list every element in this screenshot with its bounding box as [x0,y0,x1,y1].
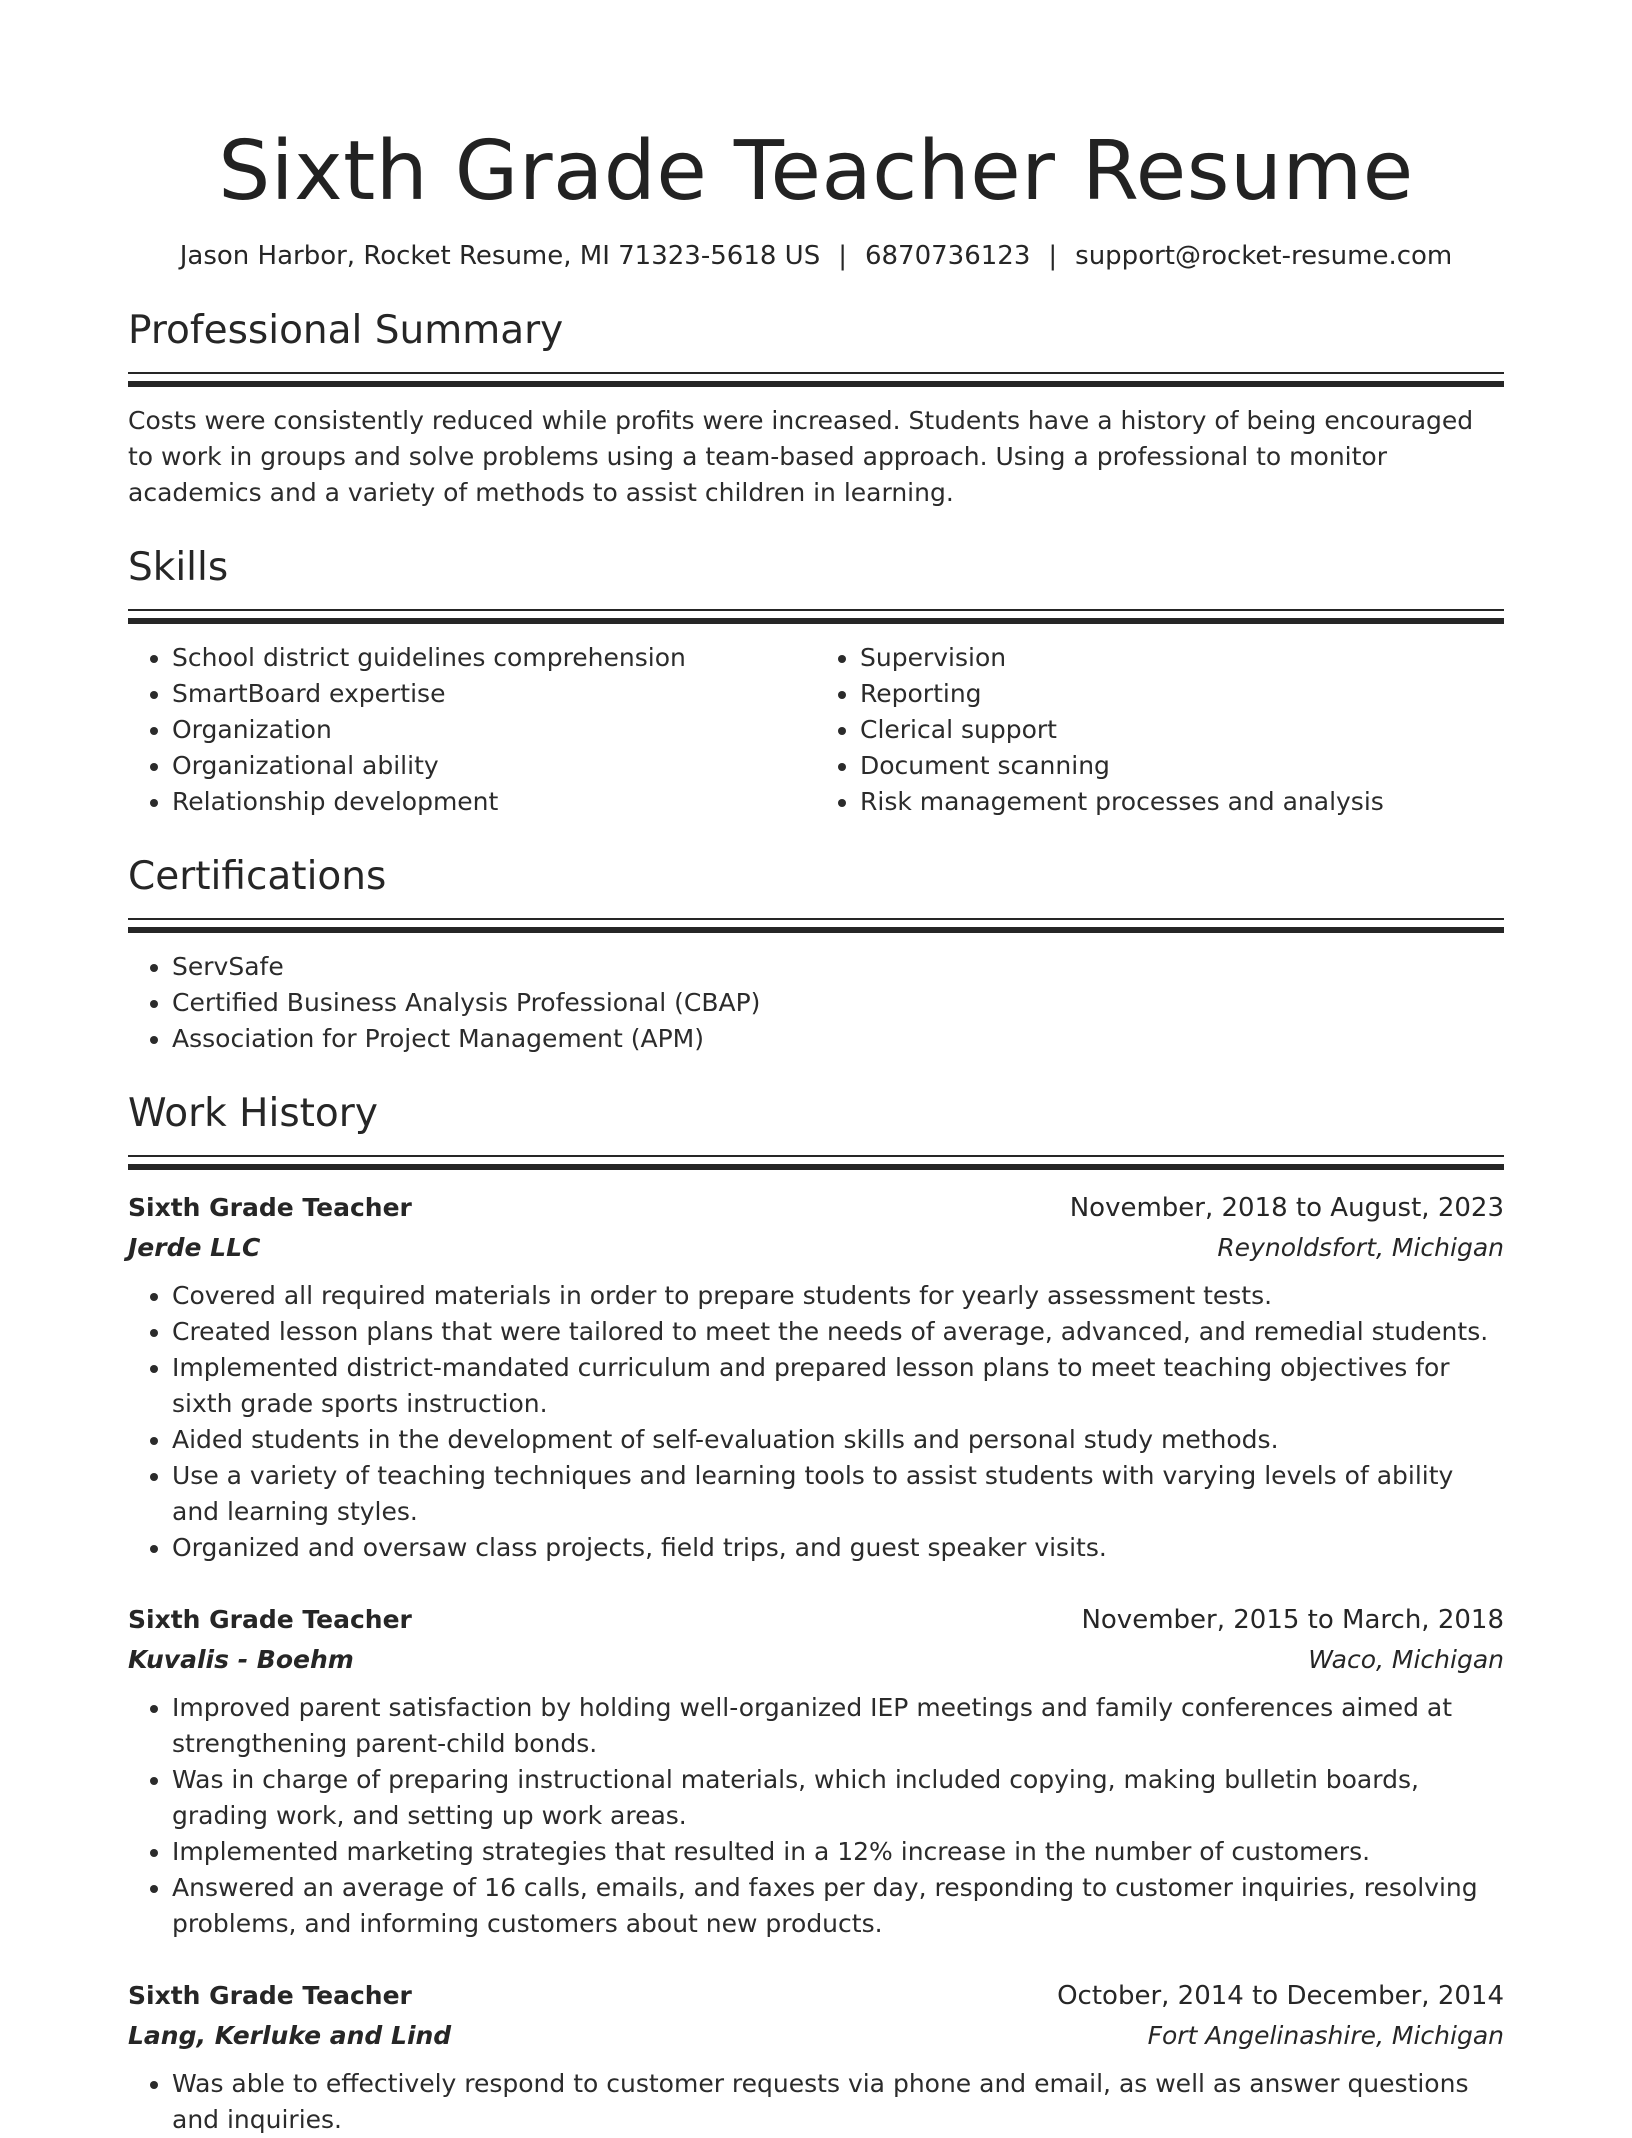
job-header-row [128,1600,1504,1640]
job-company: Lang, Kerluke and Lind [128,2021,452,2050]
work-history-section [128,1089,1504,2138]
summary-section [128,306,1504,511]
job-location: Reynoldsfort, Michigan [1217,1233,1504,1262]
job-bullet: • Use a variety of teaching techniques and learning tools to assist students with varying levels of ability and learning styles. [172,1458,1504,1530]
job-entry [128,1188,1504,1566]
certification-item: • Certified Business Analysis Professional (CBAP) [172,985,1504,1021]
certification-item: • ServSafe [172,949,1504,985]
skill-item: • Supervision [860,640,1504,676]
contact-phone: 6870736123 [864,241,1031,271]
job-title: Sixth Grade Teacher [128,1193,412,1222]
job-header-row [128,1976,1504,2016]
job-entry [128,1600,1504,1942]
skills-list-left [128,640,816,820]
certifications-section [128,852,1504,1057]
job-bullet: • Created lesson plans that were tailored to meet the needs of average, advanced, and remedial students. [172,1314,1504,1350]
page-title: Sixth Grade Teacher Resume [218,124,1414,219]
section-divider [128,918,1504,933]
skill-item: • Clerical support [860,712,1504,748]
job-location: Fort Angelinashire, Michigan [1147,2021,1504,2050]
job-title: Sixth Grade Teacher [128,1981,412,2010]
job-bullets [128,1690,1504,1942]
certification-item: • Association for Project Management (APM) [172,1021,1504,1057]
contact-separator: | [838,241,847,271]
section-divider [128,372,1504,387]
section-heading-work-history: Work History [128,1091,378,1136]
skills-grid [128,624,1504,820]
skill-item: • Organization [172,712,816,748]
job-company: Jerde LLC [128,1233,261,1262]
job-bullet: • Organized and oversaw class projects, field trips, and guest speaker visits. [172,1530,1504,1566]
job-bullets [128,2066,1504,2138]
job-bullet: • Implemented marketing strategies that resulted in a 12% increase in the number of customers. [172,1834,1504,1870]
skills-section [128,543,1504,820]
job-bullet: • Covered all required materials in order to prepare students for yearly assessment tests. [172,1278,1504,1314]
job-dates: October, 2014 to December, 2014 [1057,1981,1504,2011]
job-bullet: • Improved parent satisfaction by holding well-organized IEP meetings and family conferences aimed at strengthening parent-child bonds. [172,1690,1504,1762]
section-divider [128,1155,1504,1170]
job-company-row [128,2016,1504,2056]
section-divider [128,609,1504,624]
job-dates: November, 2018 to August, 2023 [1069,1193,1504,1223]
job-bullet: • Aided students in the development of self-evaluation skills and personal study methods. [172,1422,1504,1458]
contact-address: Jason Harbor, Rocket Resume, MI 71323-5618 US [179,241,821,271]
job-bullet: • Answered an average of 16 calls, emails, and faxes per day, responding to customer inquiries, resolving problems, and informing customers about new products. [172,1870,1504,1942]
skill-item: • SmartBoard expertise [172,676,816,712]
contact-email: support@rocket-resume.com [1075,241,1453,271]
skills-list-right [816,640,1504,820]
skill-item: • Reporting [860,676,1504,712]
job-location: Waco, Michigan [1308,1645,1504,1674]
contact-separator: | [1048,241,1058,271]
skill-item: • Risk management processes and analysis [860,784,1504,820]
job-company: Kuvalis - Boehm [128,1645,354,1674]
job-title: Sixth Grade Teacher [128,1605,412,1634]
job-dates: November, 2015 to March, 2018 [1081,1605,1504,1635]
job-company-row [128,1640,1504,1680]
section-heading-certifications: Certifications [128,854,387,899]
section-heading-summary: Professional Summary [128,308,564,353]
skill-item: • Organizational ability [172,748,816,784]
skill-item: • Relationship development [172,784,816,820]
skill-item: • Document scanning [860,748,1504,784]
contact-line [128,238,1504,274]
summary-text: Costs were consistently reduced while profits were increased. Students have a history of being encouraged to work in groups and solve problems using a team-based approach. Using a professional to monitor academics and a variety of methods to assist children in learning. [128,406,1474,507]
section-heading-skills: Skills [128,545,229,590]
job-company-row [128,1228,1504,1268]
job-bullet: • Was in charge of preparing instructional materials, which included copying, making bulletin boards, grading work, and setting up work areas. [172,1762,1504,1834]
job-bullets [128,1278,1504,1566]
job-bullet: • Implemented district-mandated curriculum and prepared lesson plans to meet teaching objectives for sixth grade sports instruction. [172,1350,1504,1422]
certifications-list [128,949,1504,1057]
job-header-row [128,1188,1504,1228]
skill-item: • School district guidelines comprehension [172,640,816,676]
job-bullet: • Was able to effectively respond to customer requests via phone and email, as well as answer questions and inquiries. [172,2066,1504,2138]
job-entry [128,1976,1504,2138]
